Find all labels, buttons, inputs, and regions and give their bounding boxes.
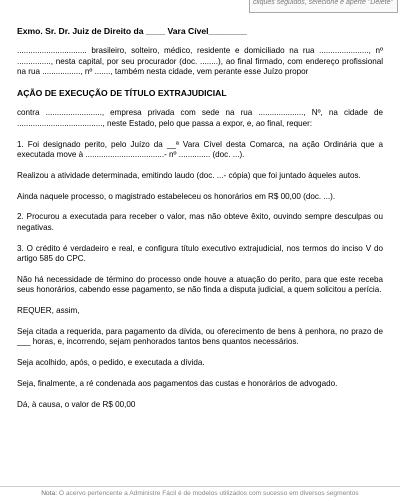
paragraph-honorarios: Ainda naquele processo, o magistrado estabeleceu os honorários em R$ 00,00 (doc. ...).	[17, 191, 336, 201]
paragraph-acolhido: Seja acolhido, após, o pedido, e executada a dívida.	[17, 358, 205, 368]
paragraph-item-2: 2. Procurou a executada para receber o valor, mas não obteve êxito, ouvindo sempre desculpas ou negativas.	[17, 212, 383, 232]
footer-note	[0, 486, 400, 501]
instruction-note-box	[249, 0, 398, 13]
paragraph-item-1: 1. Foi designado perito, pelo Juízo da __ª Vara Cível desta Comarca, na ação Ordinária que a executada move à ...................................- nº .............. (doc. ...).	[17, 139, 383, 160]
petition-document	[17, 26, 383, 420]
instruction-note-text: cliques seguidos, selecione e aperte "Delete"	[253, 0, 393, 6]
footer-label: Nota:	[41, 490, 58, 497]
paragraph-laudo: Realizou a atividade determinada, emitindo laudo (doc. ...- cópia) que foi juntado àqueles autos.	[17, 170, 361, 180]
intro-paragraph: ............................... brasileiro, solteiro, médico, residente e domiciliado na rua ......................, nº ..............., nesta capital, por seu procurador (doc. ........), ao final firmado, com endereço profissional na rua ................., nº ......., também nesta cidade, vem perante esse Juízo propor	[17, 46, 383, 77]
paragraph-citacao: Seja citada a requerida, para pagamento da dívida, ou oferecimento de bens à penhora, no prazo de ___ horas, e, incorrendo, sejam penhorados tantos bens quantos necessários.	[17, 326, 383, 347]
footer-text: O acervo pertencente a Administre Fácil é de modelos utilizados com sucesso em diversos segmentos	[58, 490, 359, 497]
paragraph-item-3: 3. O crédito é verdadeiro e real, e configura título executivo extrajudicial, nos termos do inciso V do artigo 585 do CPC.	[17, 243, 383, 264]
paragraph-requer: REQUER, assim,	[17, 306, 80, 316]
paragraph-necessidade: Não há necessidade de término do processo onde houve a atuação do perito, para que este receba seus honorários, cabendo esse pagamento, se não finda a disputa judicial, a quem solicitou a perícia.	[17, 274, 383, 295]
paragraph-contra: contra ........................., empresa privada com sede na rua ...................., Nº, na cidade de ......................................, neste Estado, pelo que passa a expor, e, ao final, requer:	[17, 108, 383, 128]
document-heading: Exmo. Sr. Dr. Juiz de Direito da ____ Vara Cível________	[17, 26, 247, 36]
action-title: AÇÃO DE EXECUÇÃO DE TÍTULO EXTRAJUDICIAL	[17, 88, 227, 99]
paragraph-valor-causa: Dá, à causa, o valor de R$ 00,00	[17, 399, 136, 409]
paragraph-condenada: Seja, finalmente, a ré condenada aos pagamentos das custas e honorários de advogado.	[17, 378, 338, 388]
